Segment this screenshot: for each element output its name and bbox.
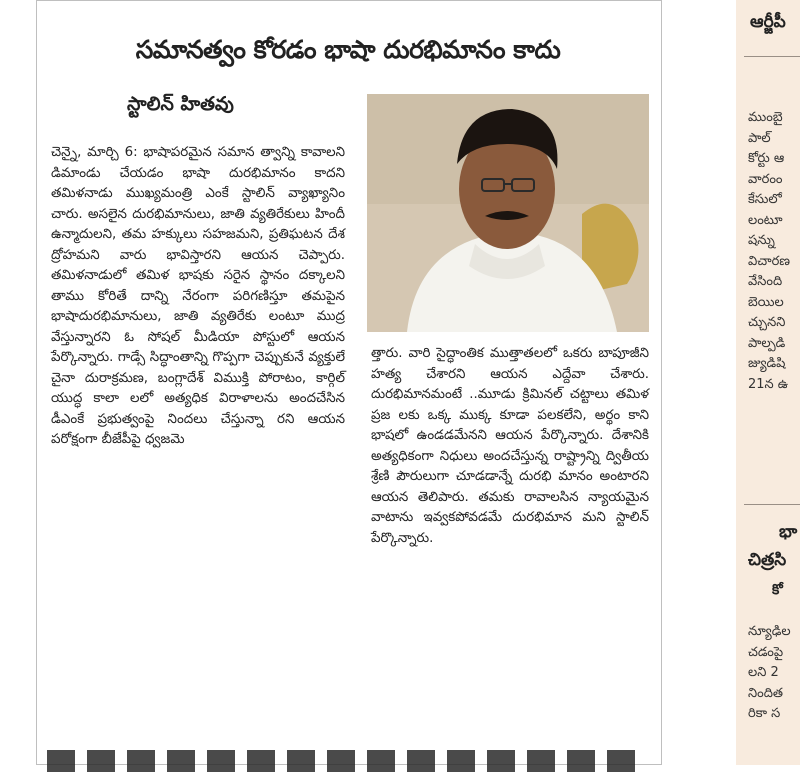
stalin-photo bbox=[367, 94, 649, 332]
article-subheadline: స్టాలిన్ హితవు bbox=[127, 93, 234, 115]
news-article bbox=[36, 0, 662, 765]
sidebar-line: జ్యుడిషి bbox=[748, 356, 786, 371]
sidebar-title-2b: చిత్రసి bbox=[748, 550, 787, 570]
sidebar-line: లని 2 bbox=[748, 665, 779, 680]
portrait-illustration bbox=[367, 94, 649, 332]
sidebar-line: కేసులో bbox=[748, 192, 782, 207]
sidebar-title-2c: కో bbox=[772, 582, 783, 598]
sidebar-line: బెయిల bbox=[748, 294, 784, 310]
sidebar-rule-2 bbox=[744, 504, 800, 505]
sidebar-line: న్యూఢిల bbox=[748, 624, 791, 639]
sidebar-text-1 bbox=[748, 108, 790, 395]
sidebar-line: షన్ను bbox=[748, 233, 775, 248]
sidebar-line: 21న ఉ bbox=[748, 376, 789, 392]
sidebar-line: పాల్పడి bbox=[748, 335, 786, 351]
sidebar-title-2a: భా bbox=[779, 522, 798, 542]
sidebar-rule-1 bbox=[744, 56, 800, 57]
sidebar-line: నిందిత bbox=[748, 685, 784, 701]
sidebar-line: విచారణ bbox=[748, 253, 791, 269]
sidebar-line: వారంం bbox=[748, 171, 783, 187]
sidebar-line: లంటూ bbox=[748, 212, 783, 228]
sidebar-line: రికా స bbox=[748, 706, 781, 721]
sidebar-line: వేసింది bbox=[748, 274, 783, 289]
sidebar-line: చడంపై bbox=[748, 644, 784, 660]
next-headline-cutoff bbox=[47, 744, 647, 774]
article-headline: సమానత్వం కోరడం భాషా దురభిమానం కాదు bbox=[135, 35, 561, 64]
sidebar-line: ముంబై bbox=[748, 110, 783, 125]
sidebar-line: చ్చునని bbox=[748, 315, 786, 330]
sidebar-line: కోర్టు ఆ bbox=[748, 151, 785, 166]
article-column-1 bbox=[51, 143, 345, 451]
article-body-part-2: త్తారు. వారి సైద్ధాంతిక ముత్తాతలలో ఒకరు బాపూజీని హత్య చేశారని ఆయన ఎద్దేవా చేశారు. దురభిమానమంటే ..మూడు క్రిమినల్ చట్టాలు తమిళ ప్రజ లకు ఒక్క ముక్క కూడా పలకలేని, అర్థం కాని భాషలో ఉండడమేనని ఆయన పేర్కొన్నారు. దేశానికి అత్యధికంగా నిధులు అందచేస్తున్న రాష్ట్రాన్ని ద్వితీయ శ్రేణి పౌరులుగా చూడడాన్నే దురభి మానం అంటారని ఆయన తెలిపారు. తమకు రావాలసిన న్యాయమైన వాటాను ఇవ్వకపోవడమే దురభిమాన మని స్టాలిన్ పేర్కొన్నారు. bbox=[371, 346, 649, 546]
article-body-part-1: చెన్నై, మార్చి 6: భాషాపరమైన సమాన త్వాన్ని కావాలని డిమాండు చేయడం భాషా దురభిమానం కాదని తమిళనాడు ముఖ్యమంత్రి ఎంకే స్టాలిన్ వ్యాఖ్యానిం చారు. అసలైన దురభిమానులు, జాతి వ్యతిరేకులు హిందీ ఉన్మాదులని, తమ హక్కులు సహజమని, ప్రతిఘటన దేశ ద్రోహమని వారు భావిస్తారని ఆయన చెప్పారు. తమిళనాడులో తమిళ భాషకు సరైన స్థానం దక్కాలని తాము కోరితే దాన్ని నేరంగా పరిగణిస్తూ తమపైన భాషాదురభిమానులు, జాతి వ్యతిరేకు లంటూ ముద్ర వేస్తున్నారని ఓ సోషల్ మీడియా పోస్టులో ఆయన పేర్కొన్నారు. గాడ్సే సిద్ధాంతాన్ని గొప్పగా చెప్పుకునే వ్యక్తులే చైనా దురాక్రమణ, బంగ్లాదేశ్ విముక్తి పోరాటం, కార్గిల్ యుద్ధ కాలా లలో అత్యధిక విరాళాలను అందచేసిన డీఎంకే ప్రభుత్వంపై నిందలు చేస్తున్నా రని ఆయన పరోక్షంగా బీజేపీపై ధ్వజమె bbox=[51, 145, 345, 447]
sidebar-title-1: ఆర్జీపీ bbox=[750, 12, 786, 32]
sidebar-text-2 bbox=[748, 622, 791, 725]
sidebar-line: పాల్ bbox=[748, 130, 771, 146]
article-column-2 bbox=[371, 344, 649, 549]
